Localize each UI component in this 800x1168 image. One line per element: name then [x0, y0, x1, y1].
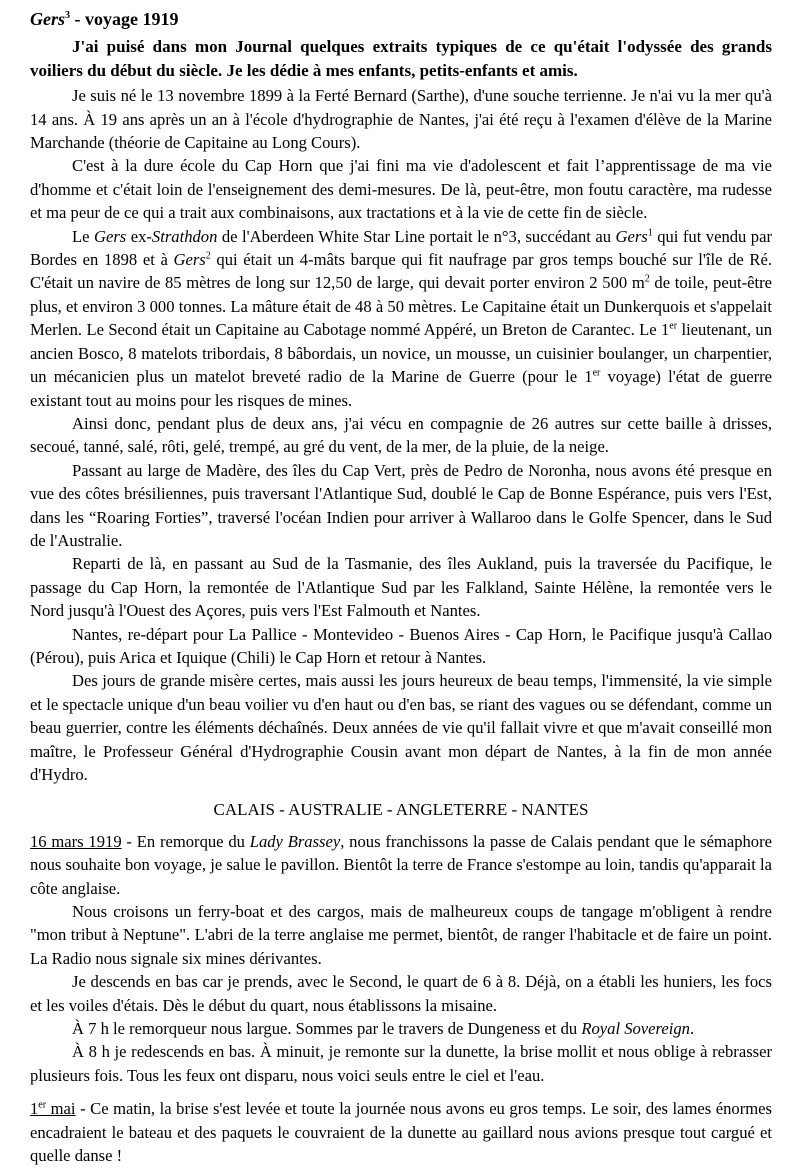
paragraph-two-years: Ainsi donc, pendant plus de deux ans, j'ai vécu en compagnie de 26 autres sur cette baille à drisses, secoué, tanné, salé, rôti, gelé, trempé, au gré du vent, de la mer, de la pluie, de la neige.	[30, 413, 772, 457]
paragraph-ship-description: Le Gers ex-Strathdon de l'Aberdeen White Star Line portait le n°3, succédant au Gers$^1$ qui fut vendu par Bordes en 1898 et à Gers$^2$ qui était un 4-mâts barque qui fit naufrage par gros temps bouché sur l'île de Ré. C'était un navire de 85 mètres de long sur 12,50 de large, qui devait porter environ 2 500 $m^2$ de toile, peut-être plus, et environ 3 000 tonnes. La mâture était de 48 à 50 mètres. Le Capitaine était un Dunkerquois et s'appelait Merlen. Le Second était un Capitaine au Cabotage nommé Appéré, un Breton de Carantec. Le 1er lieutenant, un ancien Bosco, 8 matelots tribordais, 8 bâbordais, un novice, un mousse, un cuisinier boulanger, un charpentier, un mécanicien plus un matelot breveté radio de la Marine de Guerre (pour le 1er voyage) l'état de guerre existant tout au moins pour les risques de mines.	[30, 226, 772, 410]
paragraph-memories: Des jours de grande misère certes, mais aussi les jours heureux de beau temps, l'immensité, la vie simple et le spectacle unique d'un beau voilier vu d'en haut ou d'en bas, se riant des vagues ou se défendant, comme un beau guerrier, contre les éléments déchaînés. Deux années de vie qu'il fallait vivre et que m'avait conseillé mon maître, le Professeur Général d'Hydrographie Cousin avant mon départ de Nantes, à la fin de mon année d'Hydro.	[30, 671, 772, 784]
page-title	[30, 8, 772, 31]
journal-paragraph-quart: Je descends en bas car je prends, avec le Second, le quart de 6 à 8. Déjà, on a établi les huniers, les focs et les voiles d'étais. Dès le début du quart, nous établissons la misaine.	[30, 972, 772, 1015]
paragraph-route-return: Reparti de là, en passant au Sud de la Tasmanie, des îles Aukland, puis la traversée du Pacifique, le passage du Cap Horn, la remontée de l'Atlantique Sud par les Falkland, Sainte Hélène, la remontée vers le Nord jusqu'à l'Ouest des Açores, puis vers l'Est Falmouth et Nantes.	[30, 554, 772, 621]
dedication-paragraph: J'ai puisé dans mon Journal quelques extraits typiques de ce qu'était l'odyssée des grands voiliers du début du siècle. Je les dédie à mes enfants, petits-enfants et amis.	[30, 37, 772, 80]
journal-paragraph-ferry: Nous croisons un ferry-boat et des cargos, mais de malheureux coups de tangage m'obligent à rendre "mon tribut à Neptune". L'abri de la terre anglaise me permet, bientôt, de ranger l'habitacle et de faire un point. La Radio nous signale six mines dérivantes.	[30, 902, 772, 968]
title-superscript: 3	[65, 10, 70, 21]
journal-entry-16-mars: 16 mars 1919 - En remorque du Lady Brassey, nous franchissons la passe de Calais pendant que le sémaphore nous souhaite bon voyage, je salue le pavillon. Bientôt la terre de France s'estompe au loin, tandis qu'apparait la côte anglaise.	[30, 831, 772, 898]
title-ship-name: Gers	[30, 9, 65, 29]
journal-entry-1er-mai: 1er mai - Ce matin, la brise s'est levée et toute la journée nous avons eu gros temps. Le soir, des lames énormes encadraient le bateau et des paquets le couvraient de la dunette au gaillard nous avions presque tout cargué et quelle danse !	[30, 1099, 772, 1166]
paragraph-second-voyage: Nantes, re-départ pour La Pallice - Montevideo - Buenos Aires - Cap Horn, le Pacifique jusqu'à Callao (Pérou), puis Arica et Iquique (Chili) le Cap Horn et retour à Nantes.	[30, 624, 772, 667]
title-rest: - voyage 1919	[70, 9, 179, 29]
paragraph-route-outbound: Passant au large de Madère, des îles du Cap Vert, près de Pedro de Noronha, nous avons été presque en vue des côtes brésiliennes, puis traversant l'Atlantique Sud, doublé le Cap de Bonne Espérance, puis vers l'Est, dans les “Roaring Forties”, traversé l'océan Indien pour arriver à Wallaroo dans le Golfe Spencer, dans le Sud de l'Australie.	[30, 460, 772, 550]
journal-paragraph-minuit: À 8 h je redescends en bas. À minuit, je remonte sur la dunette, la brise mollit et nous oblige à rebrasser plusieurs fois. Tous les feux ont disparu, nous voici seuls entre le ciel et l'eau.	[30, 1042, 772, 1085]
section-heading: CALAIS - AUSTRALIE - ANGLETERRE - NANTES	[213, 800, 589, 820]
entry-date: 1er mai	[30, 1099, 76, 1119]
paragraph-birth: Je suis né le 13 novembre 1899 à la Ferté Bernard (Sarthe), d'une souche terrienne. Je n'ai vu la mer qu'à 14 ans. À 19 ans après un an à l'école d'hydrographie de Nantes, j'ai été reçu à l'examen d'élève de la Marine Marchande (théorie de Capitaine au Long Cours).	[30, 86, 772, 153]
paragraph-cap-horn-school: C'est à la dure école du Cap Horn que j'ai fini ma vie d'adolescent et fait l’apprentissage de ma vie d'homme et c'était loin de l'enseignement des demi-mesures. De là, peut-être, mon foutu caractère, ma rudesse et ma peur de ce qui a trait aux combinaisons, aux tractations et à la vie de cette fin de siècle.	[30, 156, 772, 223]
entry-date: 16 mars 1919	[30, 831, 122, 851]
journal-paragraph-remorqueur: À 7 h le remorqueur nous largue. Sommes par le travers de Dungeness et du Royal Sovereign.	[72, 1019, 695, 1039]
